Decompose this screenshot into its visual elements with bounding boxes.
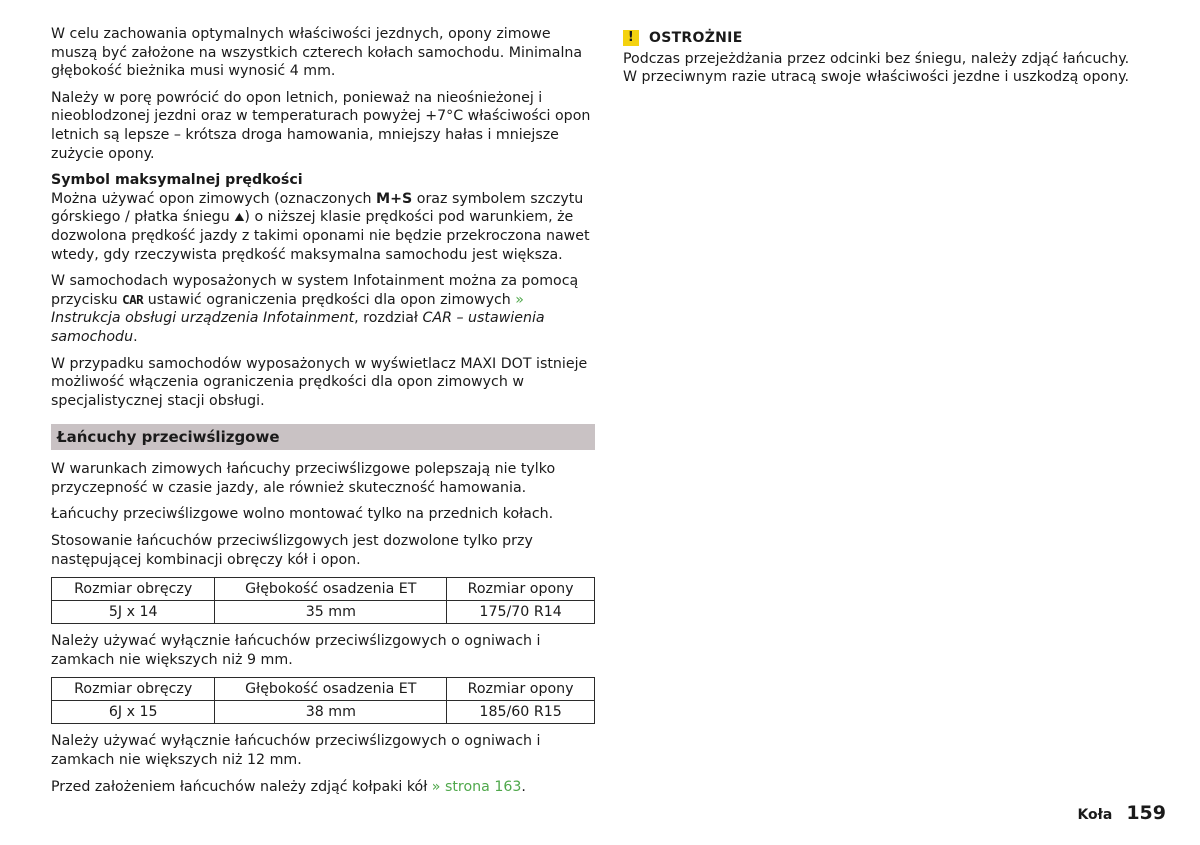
cell-rim-size: 6J x 15 xyxy=(52,701,215,724)
page-number: 159 xyxy=(1126,802,1166,824)
header-tire-size: Rozmiar opony xyxy=(447,678,595,701)
paragraph-chains-9mm: Należy używać wyłącznie łańcuchów przeciwślizgowych o ogniwach i zamkach nie większych niż 9 mm. xyxy=(51,633,541,668)
page-footer xyxy=(1077,804,1166,825)
header-offset: Głębokość osadzenia ET xyxy=(215,678,447,701)
paragraph-speed-symbol: Symbol maksymalnej prędkości Można używać opon zimowych (oznaczonych M+S oraz symbolem szczytu górskiego / płatka śniegu ⛰) o niższej klasie prędkości pod warunkiem, że dozwolona prędkość jazdy z takimi oponami nie będzie przekroczona nawet wtedy, gdy rzeczywista prędkość maksymalna samochodu jest większa. xyxy=(51,171,595,264)
caution-heading xyxy=(623,29,1143,48)
cell-rim-size: 5J x 14 xyxy=(52,601,215,624)
table-header-row xyxy=(52,678,595,701)
page-reference-link[interactable]: » strona 163 xyxy=(431,778,522,795)
paragraph-chains-12mm: Należy używać wyłącznie łańcuchów przeciwślizgowych o ogniwach i zamkach nie większych niż 12 mm. xyxy=(51,733,541,769)
section-header-chains: Łańcuchy przeciwślizgowe xyxy=(51,424,595,450)
header-tire-size: Rozmiar opony xyxy=(447,578,595,601)
reference-arrow-link[interactable]: » xyxy=(515,291,524,308)
right-column xyxy=(623,29,1143,95)
caution-title: OSTROŻNIE xyxy=(649,30,743,46)
paragraph-chains-intro: W warunkach zimowych łańcuchy przeciwślizgowe polepszają nie tylko przyczepność w czasie jazdy, ale również skuteczność hamowania. xyxy=(51,461,556,496)
ms-marking: M+S xyxy=(376,190,413,207)
car-button-label: CAR xyxy=(122,291,144,307)
cell-offset: 35 mm xyxy=(215,601,447,624)
header-rim-size: Rozmiar obręczy xyxy=(52,578,215,601)
chapter-name: Koła xyxy=(1077,807,1113,823)
paragraph-maxi-dot: W przypadku samochodów wyposażonych w wyświetlacz MAXI DOT istnieje możliwość włączenia ograniczenia prędkości dla opon zimowych w specjalistycznej stacji obsługi. xyxy=(51,355,588,409)
caution-text: Podczas przejeżdżania przez odcinki bez śniegu, należy zdjąć łańcuchy. W przeciwnym razie utracą swoje właściwości jezdne i uszkodzą opony. xyxy=(623,50,1130,86)
subheading-speed-symbol: Symbol maksymalnej prędkości xyxy=(51,172,303,189)
header-offset: Głębokość osadzenia ET xyxy=(215,578,447,601)
paragraph-winter-tires: W celu zachowania optymalnych właściwości jezdnych, opony zimowe muszą być założone na wszystkich czterech kołach samochodu. Minimalna głębokość bieżnika musi wynosić 4 mm. xyxy=(51,26,583,80)
paragraph-hubcaps: Przed założeniem łańcuchów należy zdjąć kołpaki kół » strona 163. xyxy=(51,778,526,795)
paragraph-summer-tires: Należy w porę powrócić do opon letnich, ponieważ na nieośnieżonej i nieoblodzonej jezdni oraz w temperaturach powyżej +7°C właściwości opon letnich są lepsze – krótsza droga hamowania, mniejszy hałas i mniejsze zużycie opony. xyxy=(51,89,591,162)
reference-car-settings: CAR – ustawienia samochodu xyxy=(51,310,545,345)
warning-icon: ! xyxy=(623,30,639,46)
cell-tire-size: 185/60 R15 xyxy=(447,701,595,724)
table-chains-1 xyxy=(51,577,595,624)
table-row xyxy=(52,601,595,624)
snowflake-mountain-icon: ⛰ xyxy=(234,210,245,225)
table-header-row xyxy=(52,578,595,601)
cell-offset: 38 mm xyxy=(215,701,447,724)
header-rim-size: Rozmiar obręczy xyxy=(52,678,215,701)
paragraph-chains-front: Łańcuchy przeciwślizgowe wolno montować tylko na przednich kołach. xyxy=(51,506,554,523)
table-row xyxy=(52,701,595,724)
cell-tire-size: 175/70 R14 xyxy=(447,601,595,624)
reference-infotainment-manual[interactable]: Instrukcja obsługi urządzenia Infotainment xyxy=(51,310,355,327)
paragraph-infotainment: W samochodach wyposażonych w system Infotainment można za pomocą przycisku CAR ustawić ograniczenia prędkości dla opon zimowych » Instrukcja obsługi urządzenia Infotainment, rozdział CAR – ustawienia samochodu. xyxy=(51,273,579,345)
table-chains-2 xyxy=(51,677,595,724)
paragraph-chains-combination: Stosowanie łańcuchów przeciwślizgowych jest dozwolone tylko przy następującej kombinacji obręczy kół i opon. xyxy=(51,533,533,568)
left-column xyxy=(51,25,595,804)
